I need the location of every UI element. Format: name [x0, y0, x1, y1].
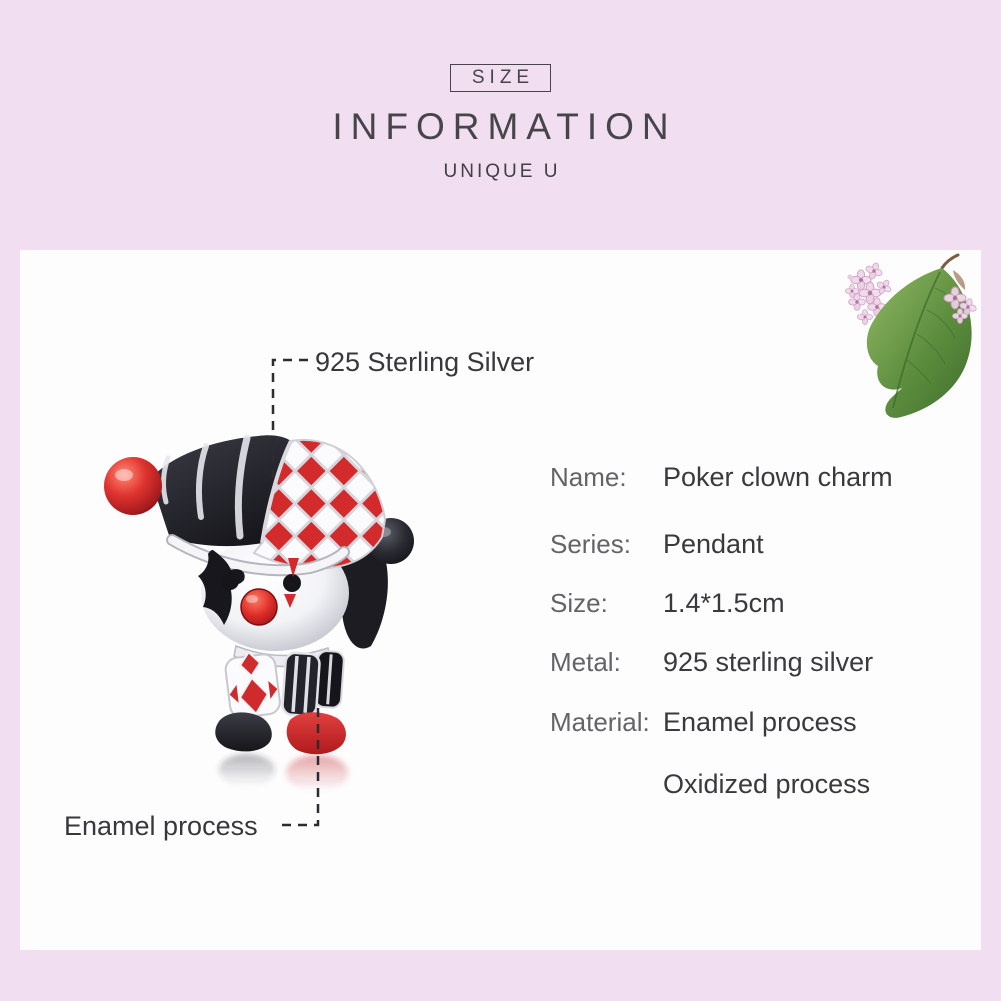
leaf — [867, 255, 972, 418]
brand-subtitle: UNIQUE U — [443, 161, 561, 182]
spec-row-size — [550, 588, 785, 619]
spec-value: Poker clown charm — [663, 462, 893, 492]
page-title: INFORMATION — [332, 106, 677, 147]
left-shoe — [215, 712, 272, 751]
spec-row-name — [550, 462, 893, 493]
annotation-sterling-silver: 925 Sterling Silver — [315, 347, 535, 377]
size-badge — [450, 64, 551, 92]
spec-label: Series: — [550, 529, 631, 559]
spec-row-material — [550, 707, 857, 738]
charm-reflection — [219, 754, 348, 791]
spec-label: Name: — [550, 462, 627, 492]
spec-label: Metal: — [550, 647, 621, 677]
spec-value: Oxidized process — [663, 769, 871, 799]
spec-value: 925 sterling silver — [663, 647, 874, 677]
spec-row-metal — [550, 647, 873, 678]
hat-red-pompom — [104, 457, 162, 515]
size-badge-label: SIZE — [471, 67, 535, 88]
spec-value: 1.4*1.5cm — [663, 588, 785, 618]
spec-row-series — [550, 529, 764, 560]
clown-charm-image — [60, 340, 480, 840]
right-eye — [283, 574, 301, 592]
spec-label: Material: — [550, 707, 650, 737]
clown-body — [215, 646, 346, 754]
lilac-flowers-leaf-decoration — [843, 250, 988, 420]
spec-value: Pendant — [663, 529, 764, 559]
red-nose — [241, 589, 277, 625]
left-eye — [221, 572, 239, 590]
spec-row-material-2 — [550, 769, 870, 800]
spec-value: Enamel process — [663, 707, 857, 737]
right-shoe — [287, 712, 346, 754]
spec-label: Size: — [550, 588, 608, 618]
annotation-enamel-process: Enamel process — [64, 811, 258, 841]
